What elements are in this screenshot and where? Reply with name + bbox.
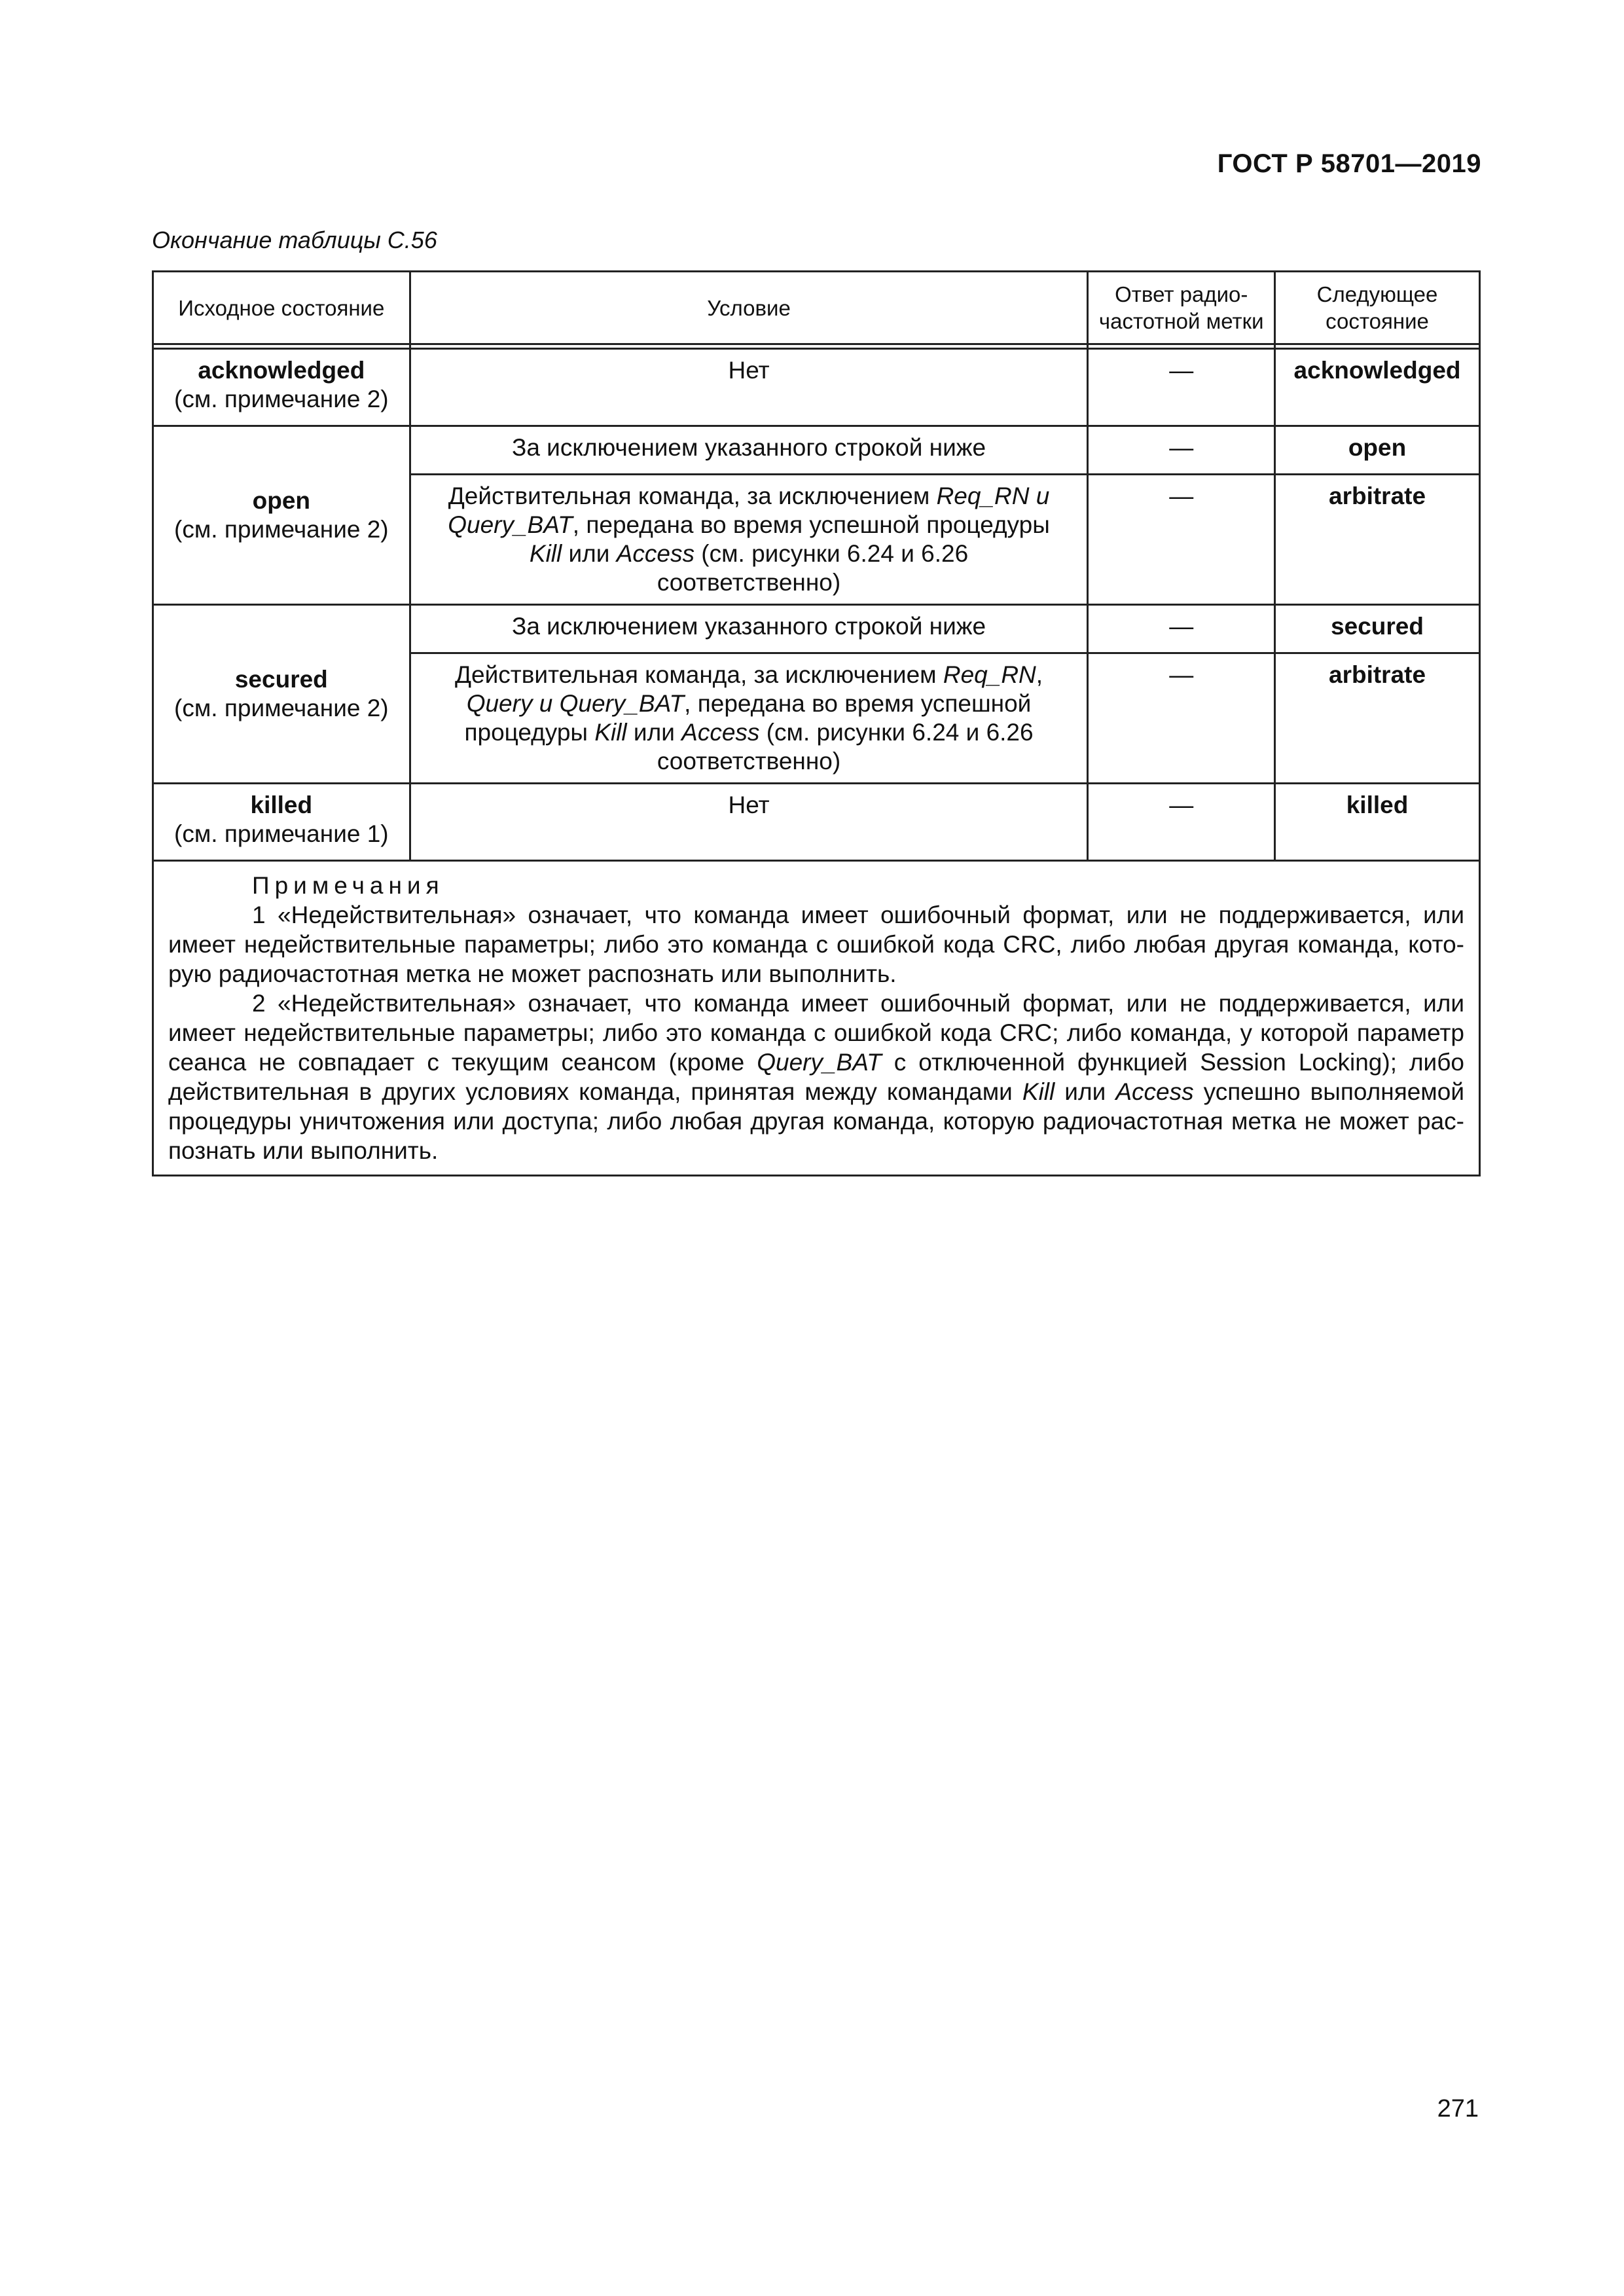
initial-state-cell: acknowledged (см. примечание 2) [153,349,410,426]
col-header-condition: Условие [410,272,1088,344]
reply-cell: — [1088,426,1275,475]
condition-cell: Нет [410,349,1088,426]
table-row [153,349,1480,426]
condition-cell: Действительная команда, за исключением Req_RN, Query и Query_BAT, передана во время успешной процедуры Kill или Access (см. рисунки 6.24 и 6.26 соответственно) [410,653,1088,784]
notes-row [153,861,1480,1176]
initial-state-cell: killed (см. примечание 1) [153,784,410,861]
notes-title: Примечания [252,872,444,899]
note-2: 2 «Недействительная» означает, что команда имеет ошибочный формат, или не поддерживается, или имеет недействительные параметры; либо это команда с ошибкой кода CRC; либо команда, у которой параметр сеанса не совпадает с текущим сеансом (кроме Query_BAT с отключенной функцией Session Locking); либо действительная в других условиях команда, принятая между командами Kill или Access успешно выполняемой процедуры уничтожения или доступа; либо любая другая команда, которую радиочастотная метка не может рас-познать или выполнить. [168,990,1464,1164]
next-state-cell: secured [1275,605,1480,653]
notes-cell [153,861,1480,1176]
page-number: 271 [1437,2095,1479,2123]
col-header-initial-state: Исходное состояние [153,272,410,344]
note-1: 1 «Недействительная» означает, что команда имеет ошибочный формат, или не поддерживается, или имеет недействительные параметры; либо это команда с ошибкой кода CRC, либо любая другая команда, кото-рую радиочастотная метка не может распознать или выполнить. [168,902,1464,987]
condition-cell: За исключением указанного строкой ниже [410,426,1088,475]
state-transition-table [152,270,1481,1176]
reply-cell: — [1088,349,1275,426]
next-state-cell: open [1275,426,1480,475]
next-state-cell: killed [1275,784,1480,861]
next-state-cell: acknowledged [1275,349,1480,426]
initial-state-cell: open (см. примечание 2) [153,426,410,605]
table-row [153,784,1480,861]
reply-cell: — [1088,653,1275,784]
reply-cell: — [1088,605,1275,653]
condition-cell: Нет [410,784,1088,861]
col-header-reply: Ответ радио- частотной метки [1088,272,1275,344]
col-header-next-state: Следующее состояние [1275,272,1480,344]
condition-cell: За исключением указанного строкой ниже [410,605,1088,653]
table-row [153,605,1480,653]
next-state-cell: arbitrate [1275,653,1480,784]
next-state-cell: arbitrate [1275,475,1480,605]
condition-cell: Действительная команда, за исключением Req_RN и Query_BAT, передана во время успешной процедуры Kill или Access (см. рисунки 6.24 и 6.26 соответственно) [410,475,1088,605]
table-row [153,426,1480,475]
reply-cell: — [1088,784,1275,861]
document-id: ГОСТ Р 58701—2019 [1217,149,1481,178]
initial-state-cell: secured (см. примечание 2) [153,605,410,784]
reply-cell: — [1088,475,1275,605]
table-header-row [153,272,1480,344]
table-caption: Окончание таблицы С.56 [152,227,437,253]
